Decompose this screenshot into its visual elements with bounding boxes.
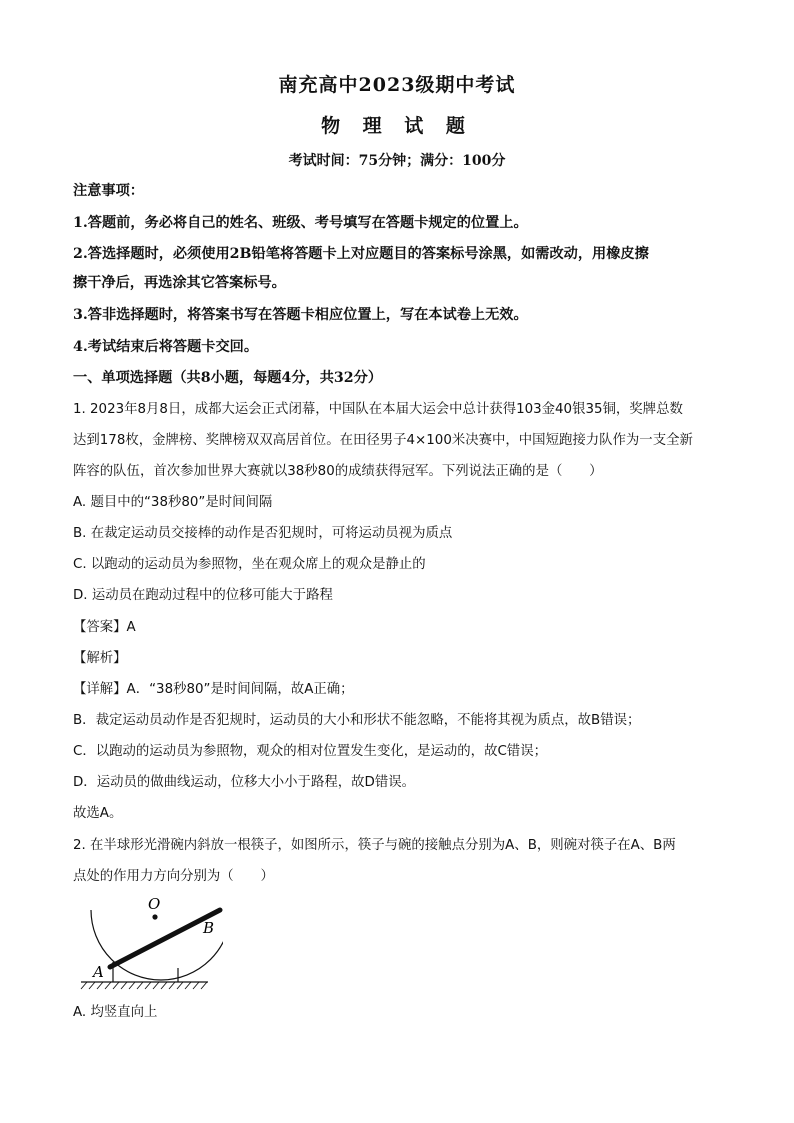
ground-hatch bbox=[81, 982, 207, 989]
note-item: 4.考试结束后将答题卡交回。 bbox=[73, 339, 259, 355]
question-stem: 点处的作用力方向分别为（ ） bbox=[73, 869, 274, 884]
option-a: A. 均竖直向上 bbox=[73, 1005, 158, 1020]
option-a: A. 题目中的“38秒80”是时间间隔 bbox=[73, 495, 273, 510]
section-heading: 一、单项选择题（共8小题，每题4分，共32分） bbox=[73, 370, 383, 386]
bowl-chopstick-figure bbox=[73, 890, 223, 1000]
analysis-line: D．运动员的做曲线运动，位移大小小于路程，故D错误。 bbox=[73, 775, 415, 790]
center-point bbox=[152, 914, 157, 919]
school-title: 南充高中2023级期中考试 bbox=[278, 74, 516, 96]
answer-line: 【答案】A bbox=[73, 620, 136, 635]
question-stem: 阵容的队伍，首次参加世界大赛就以38秒80的成绩获得冠军。下列说法正确的是（ ） bbox=[73, 464, 603, 479]
label-b: B bbox=[203, 919, 215, 937]
analysis-line: C．以跑动的运动员为参照物，观众的相对位置发生变化，是运动的，故C错误； bbox=[73, 744, 547, 759]
notes-heading: 注意事项： bbox=[73, 183, 144, 199]
question-stem: 达到178枚，金牌榜、奖牌榜双双高居首位。在田径男子4×100米决赛中，中国短跑接力队作为一支全新 bbox=[73, 433, 693, 448]
note-item: 3.答非选择题时，将答案书写在答题卡相应位置上，写在本试卷上无效。 bbox=[73, 307, 528, 323]
note-item: 2.答选择题时，必须使用2B铅笔将答题卡上对应题目的答案标号涂黑，如需改动，用橡皮擦 bbox=[73, 246, 649, 262]
analysis-line: 【详解】A．“38秒80”是时间间隔，故A正确； bbox=[73, 682, 354, 697]
analysis-line: B．裁定运动员动作是否犯规时，运动员的大小和形状不能忽略，不能将其视为质点，故B错误； bbox=[73, 713, 641, 728]
note-item: 1.答题前，务必将自己的姓名、班级、考号填写在答题卡规定的位置上。 bbox=[73, 215, 528, 231]
option-d: D. 运动员在跑动过程中的位移可能大于路程 bbox=[73, 588, 333, 603]
exam-info: 考试时间：75分钟；满分：100分 bbox=[288, 153, 506, 169]
analysis-label: 【解析】 bbox=[73, 651, 127, 666]
question-stem: 2. 在半球形光滑碗内斜放一根筷子，如图所示，筷子与碗的接触点分别为A、B，则碗对筷子在A、B两 bbox=[73, 838, 676, 853]
option-c: C. 以跑动的运动员为参照物，坐在观众席上的观众是静止的 bbox=[73, 557, 426, 572]
label-o: O bbox=[148, 895, 161, 913]
label-a: A bbox=[93, 963, 104, 981]
note-item: 擦干净后，再选涂其它答案标号。 bbox=[73, 275, 286, 291]
analysis-line: 故选A。 bbox=[73, 806, 123, 821]
question-stem: 1. 2023年8月8日，成都大运会正式闭幕，中国队在本届大运会中总计获得103金40银35铜，奖牌总数 bbox=[73, 402, 683, 417]
subject-title: 物 理 试 题 bbox=[321, 115, 473, 137]
option-b: B. 在裁定运动员交接棒的动作是否犯规时，可将运动员视为质点 bbox=[73, 526, 453, 541]
